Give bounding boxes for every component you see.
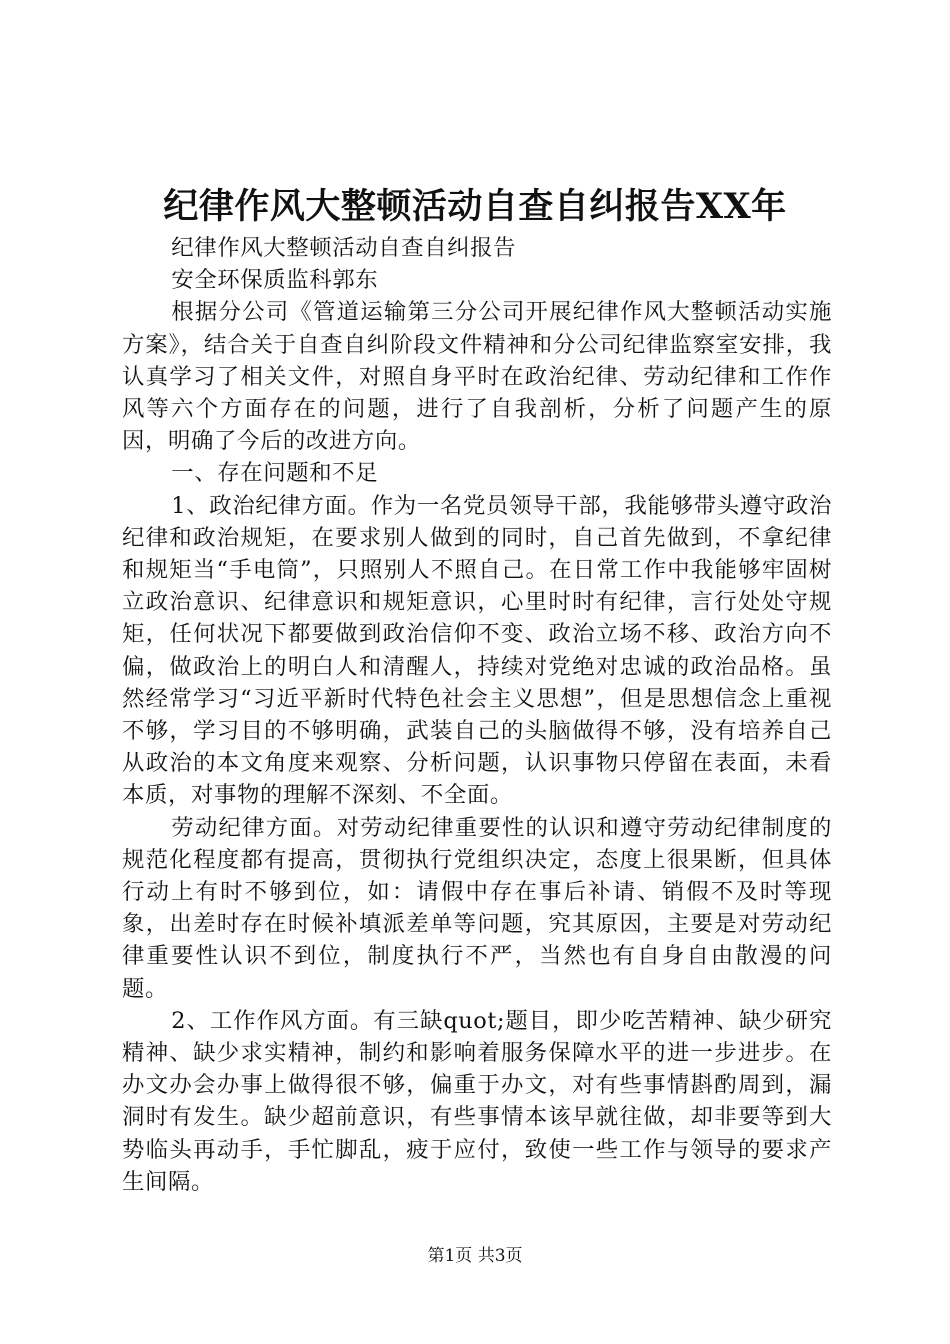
political-discipline-paragraph: 1、政治纪律方面。作为一名党员领导干部，我能够带头遵守政治纪律和政治规矩，在要求别人做到的同时，自己首先做到，不拿纪律和规矩当“手电筒”，只照别人不照自己。在日常工作中我能够牢固树立政治意识、纪律意识和规矩意识，心里时时有纪律，言行处处守规矩，任何状况下都要做到政治信仰不变、政治立场不移、政治方向不偏，做政治上的明白人和清醒人，持续对党绝对忠诚的政治品格。虽然经常学习“习近平新时代特色社会主义思想”，但是思想信念上重视不够，学习目的不够明确，武装自己的头脑做得不够，没有培养自己从政治的本文角度来观察、分析问题，认识事物只停留在表面，未看本质，对事物的理解不深刻、不全面。 [122,492,832,809]
author-paragraph: 安全环保质监科郭东 [171,267,379,294]
page-number: 第1页 共3页 [427,1246,523,1266]
document-title: 纪律作风大整顿活动自查自纠报告XX年 [163,186,787,227]
intro-paragraph: 根据分公司《管道运输第三分公司开展纪律作风大整顿活动实施方案》，结合关于自查自纠阶段文件精神和分公司纪律监察室安排，我认真学习了相关文件，对照自身平时在政治纪律、劳动纪律和工作作风等六个方面存在的问题，进行了自我剖析，分析了问题产生的原因，明确了今后的改进方向。 [122,299,832,455]
subtitle-paragraph: 纪律作风大整顿活动自查自纠报告 [171,235,517,261]
document-body [122,232,832,1198]
labor-discipline-paragraph: 劳动纪律方面。对劳动纪律重要性的认识和遵守劳动纪律制度的规范化程度都有提高，贯彻执行党组织决定，态度上很果断，但具体行动上有时不够到位，如：请假中存在事后补请、销假不及时等现象，出差时存在时候补填派差单等问题，究其原因，主要是对劳动纪律重要性认识不到位，制度执行不严，当然也有自身自由散漫的问题。 [122,814,832,1002]
work-style-paragraph: 2、工作作风方面。有三缺quot;题目，即少吃苦精神、缺少研究精神、缺少求实精神，制约和影响着服务保障水平的进一步进步。在办文办会办事上做得很不够，偏重于办文，对有些事情斟酌周到，漏洞时有发生。缺少超前意识，有些事情本该早就往做，却非要等到大势临头再动手，手忙脚乱，疲于应付，致使一些工作与领导的要求产生间隔。 [122,1007,832,1195]
section-heading: 一、存在问题和不足 [171,460,379,487]
